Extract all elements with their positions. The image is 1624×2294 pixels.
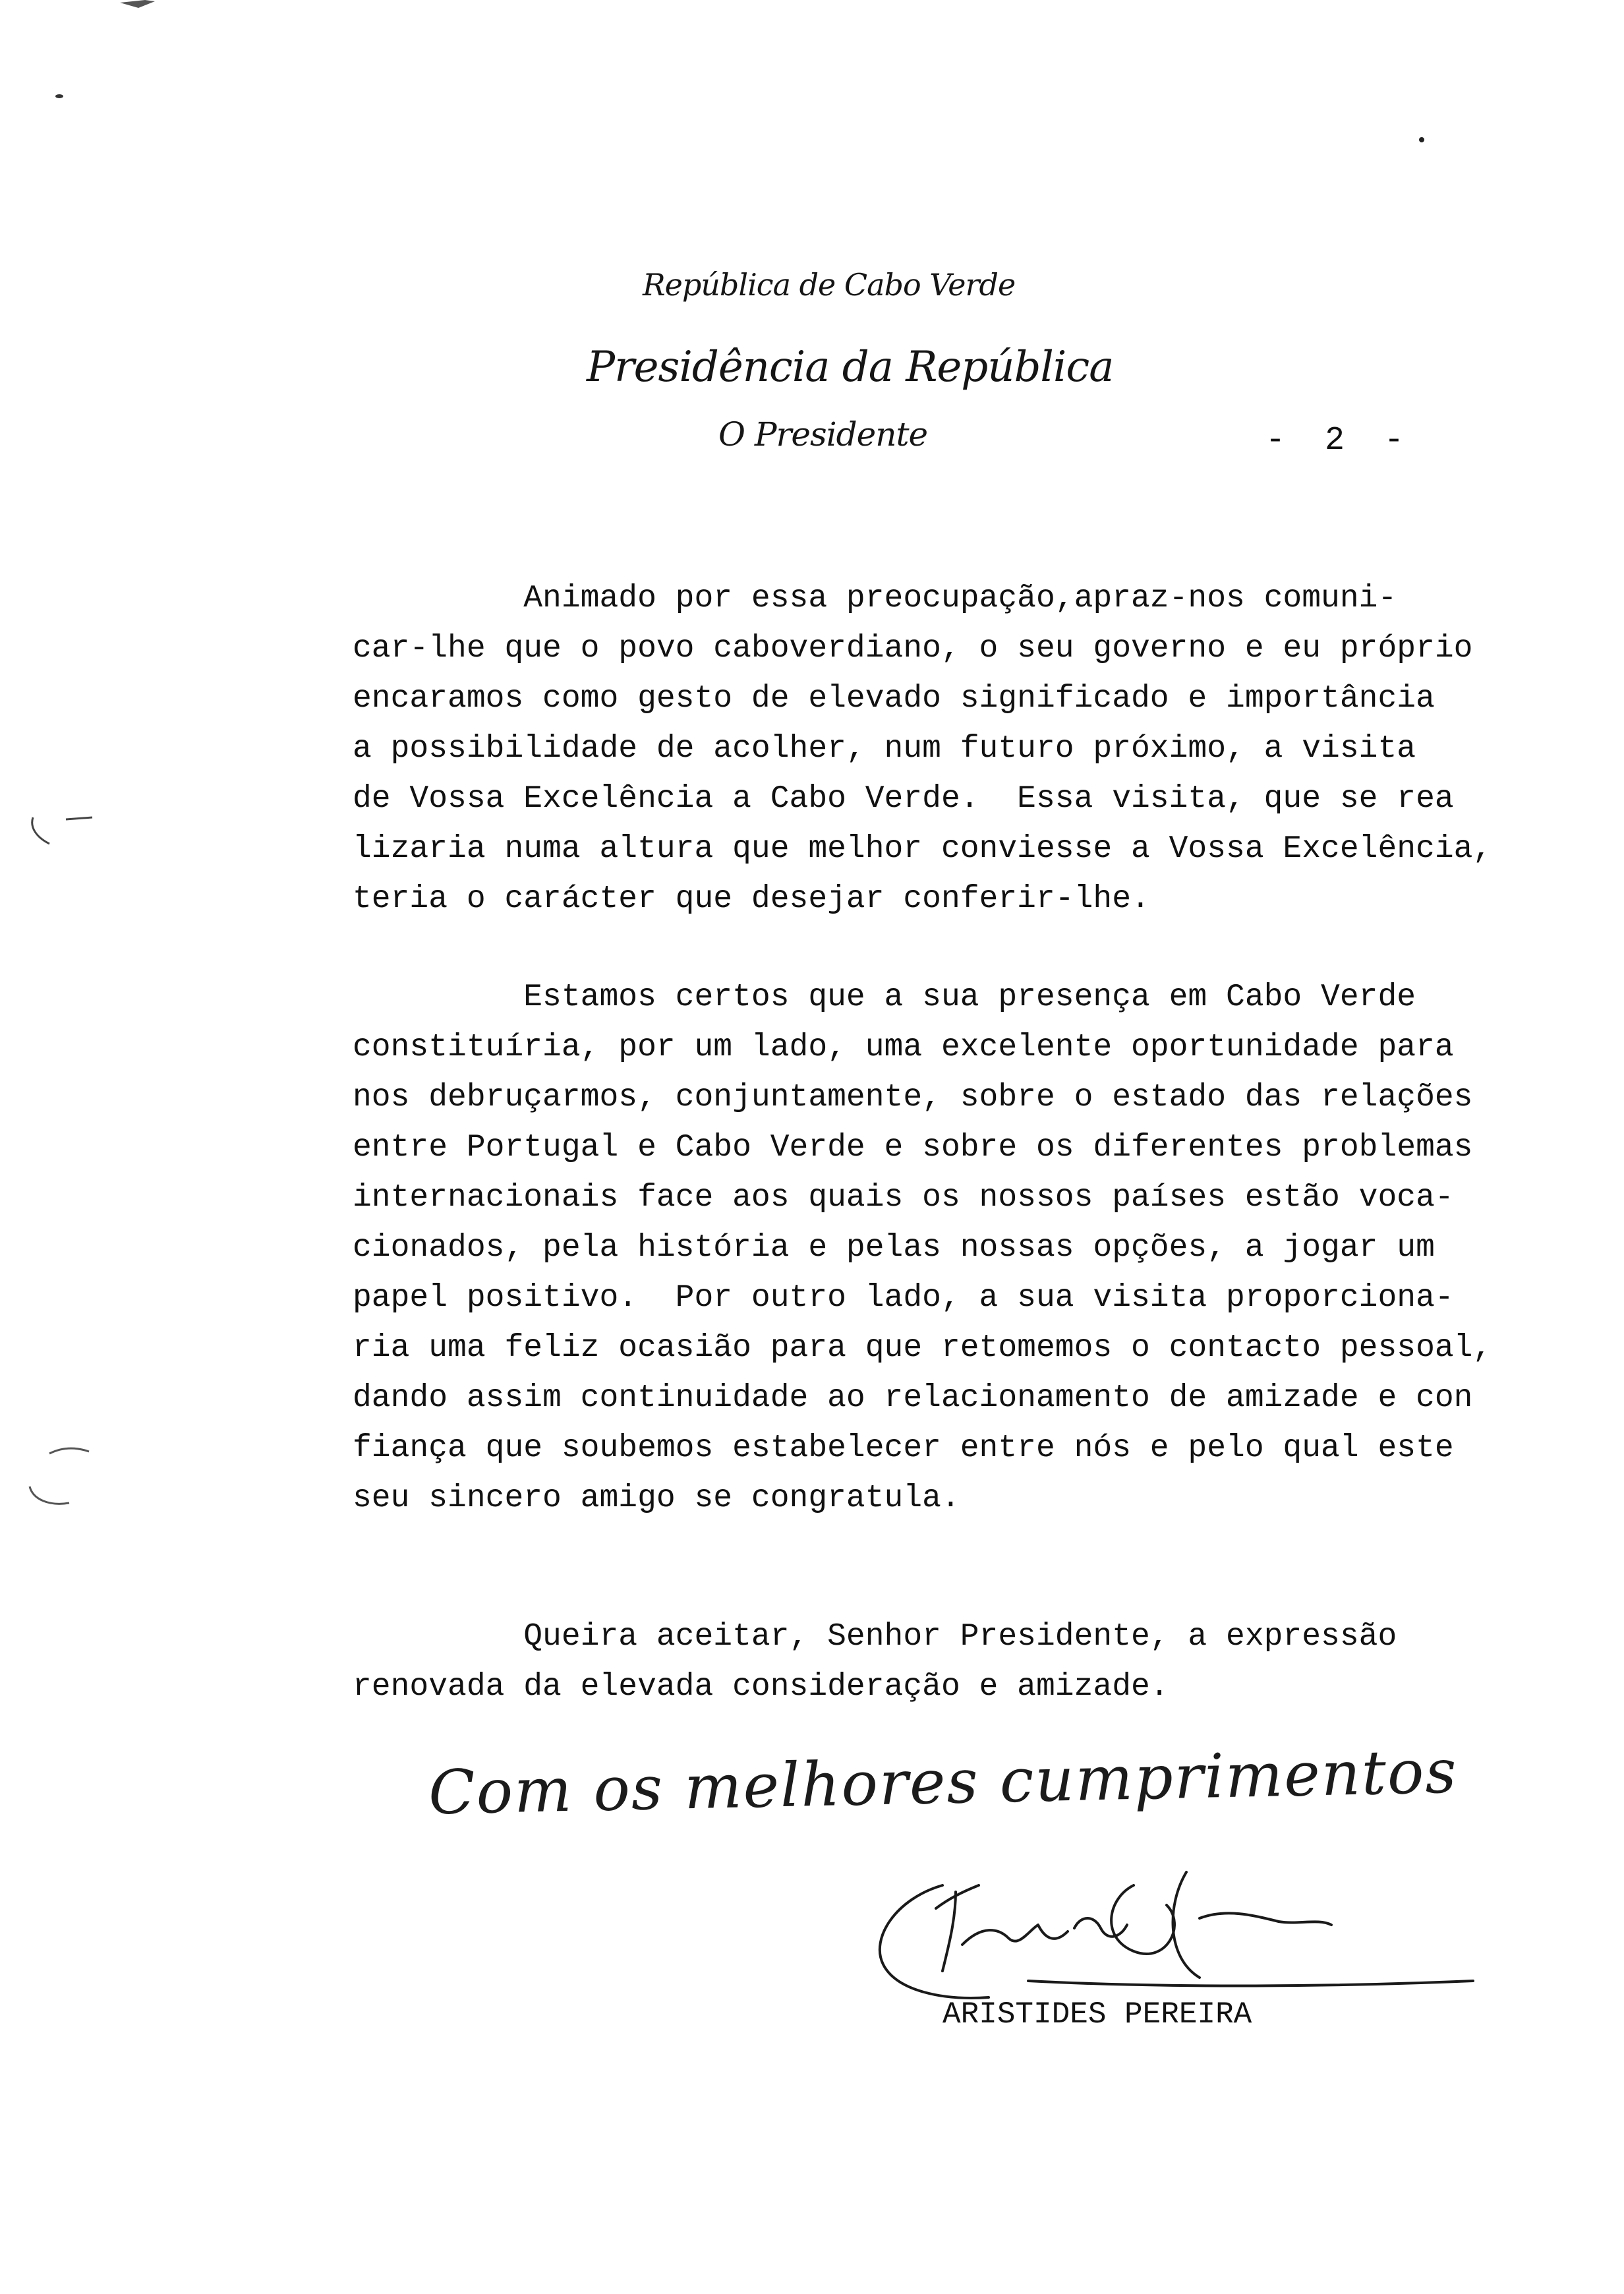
text-line: dando assim continuidade ao relacionamento de amizade e con	[353, 1380, 1473, 1416]
text-line: encaramos como gesto de elevado significado e importância	[353, 681, 1435, 717]
text-line: nos debruçarmos, conjuntamente, sobre o estado das relações	[353, 1080, 1473, 1115]
text-line: renovada da elevada consideração e amizade.	[353, 1669, 1169, 1705]
text-line: cionados, pela história e pelas nossas opções, a jogar um	[353, 1230, 1435, 1266]
text-line: Estamos certos que a sua presença em Cabo Verde	[353, 980, 1416, 1015]
text-line: seu sincero amigo se congratula.	[353, 1481, 960, 1516]
page-number: - 2 -	[1265, 422, 1405, 459]
text-line: a possibilidade de acolher, num futuro próximo, a visita	[353, 731, 1416, 767]
punch-hole-mark	[26, 808, 99, 854]
text-line: teria o carácter que desejar conferir-lhe.	[353, 881, 1150, 917]
text-line: de Vossa Excelência a Cabo Verde. Essa visita, que se rea	[353, 781, 1454, 817]
text-line: lizaria numa altura que melhor conviesse a Vossa Excelência,	[353, 831, 1492, 867]
paragraph-invitation	[353, 574, 1579, 924]
letterhead-country: República de Cabo Verde	[643, 267, 1016, 303]
text-line: car-lhe que o povo caboverdiano, o seu governo e eu próprio	[353, 631, 1473, 666]
text-line: ria uma feliz ocasião para que retomemos o contacto pessoal,	[353, 1330, 1492, 1366]
signature	[857, 1846, 1476, 2017]
letterhead-title: O Presidente	[718, 415, 928, 454]
text-line: Animado por essa preocupação,apraz-nos comuni-	[353, 581, 1397, 616]
text-line: internacionais face aos quais os nossos países estão voca-	[353, 1180, 1454, 1216]
letterhead-office: Presidência da República	[587, 343, 1114, 392]
scan-speck	[1417, 135, 1426, 144]
text-line: papel positivo. Por outro lado, a sua visita proporciona-	[353, 1280, 1454, 1316]
signatory-name: ARISTIDES PEREIRA	[942, 1997, 1252, 2032]
paragraph-relations	[353, 972, 1579, 1523]
text-line: entre Portugal e Cabo Verde e sobre os diferentes problemas	[353, 1130, 1473, 1165]
text-line: constituíria, por um lado, uma excelente oportunidade para	[353, 1030, 1454, 1065]
scan-speck	[53, 92, 66, 100]
text-line: fiança que soubemos estabelecer entre nós e pelo qual este	[353, 1430, 1454, 1466]
paragraph-closing	[353, 1612, 1579, 1712]
scan-speck	[119, 0, 158, 20]
text-line: Queira aceitar, Senhor Presidente, a expressão	[353, 1619, 1397, 1655]
handwritten-note: Com os melhores cumprimentos	[428, 1736, 1459, 1829]
punch-hole-mark	[23, 1437, 96, 1516]
